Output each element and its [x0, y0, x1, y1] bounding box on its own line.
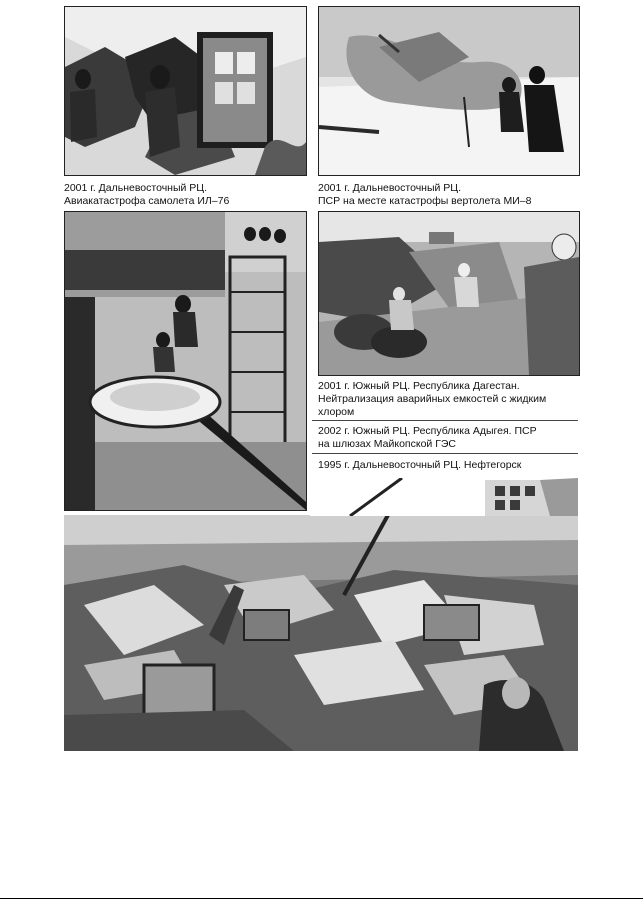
caption-line: ПСР на месте катастрофы вертолета МИ–8	[318, 195, 532, 207]
photo-boat-in-lock	[64, 211, 307, 511]
photo-plane-wreckage	[64, 6, 307, 176]
caption-line: 2001 г. Дальневосточный РЦ.	[64, 182, 207, 194]
divider	[312, 420, 578, 421]
photo-chlorine-tanks	[318, 211, 580, 376]
caption-dagestan	[318, 380, 580, 419]
caption-line: 2001 г. Южный РЦ. Республика Дагестан.	[318, 380, 520, 392]
caption-line: 2002 г. Южный РЦ. Республика Адыгея. ПСР	[318, 425, 537, 437]
caption-neftegorsk	[318, 459, 580, 472]
photo-collapsed-buildings	[64, 515, 578, 751]
divider	[312, 453, 578, 454]
caption-line: 1995 г. Дальневосточный РЦ. Нефтегорск	[318, 459, 522, 471]
caption-line: на шлюзах Майкопской ГЭС	[318, 438, 457, 450]
photo-helicopter-wreckage	[318, 6, 580, 176]
caption-line: Нейтрализация аварийных емкостей с жидким	[318, 393, 547, 405]
caption-adygea	[318, 425, 580, 451]
photo-collapsed-buildings-top	[310, 478, 578, 516]
caption-helicopter-crash	[318, 182, 580, 208]
caption-line: хлором	[318, 406, 355, 418]
caption-plane-crash	[64, 182, 305, 208]
caption-line: Авиакатастрофа самолета ИЛ–76	[64, 195, 230, 207]
caption-line: 2001 г. Дальневосточный РЦ.	[318, 182, 461, 194]
page-footer-rule	[0, 898, 643, 899]
